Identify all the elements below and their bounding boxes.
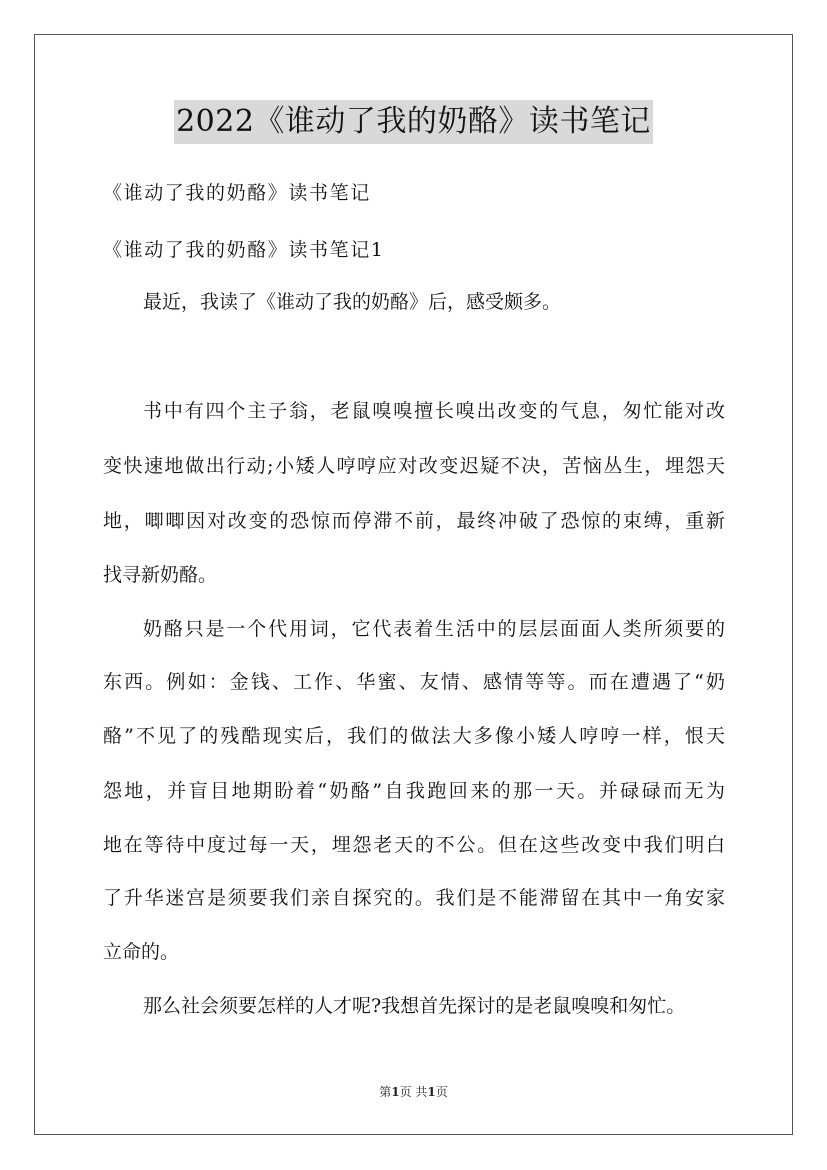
paragraph-3-line-3: 酪”不见了的残酷现实后，我们的做法大多像小矮人哼哼一样，恨天 <box>103 725 725 747</box>
footer-page-number: 1 <box>391 1085 400 1099</box>
paragraph-3-line-2: 东西。例如：金钱、工作、华蜜、友情、感情等等。而在遭遇了“奶 <box>103 671 725 693</box>
paragraph-1-line-1: 最近，我读了《谁动了我的奶酪》后，感受颇多。 <box>143 291 562 313</box>
footer-page-prefix: 第 <box>379 1085 392 1099</box>
paragraph-2-line-1: 书中有四个主子翁，老鼠嗅嗅擅长嗅出改变的气息，匆忙能对改 <box>143 400 725 422</box>
paragraph-2-line-4: 找寻新奶酪。 <box>103 564 218 586</box>
section-heading: 《谁动了我的奶酪》读书笔记1 <box>103 239 385 261</box>
document-subtitle: 《谁动了我的奶酪》读书笔记 <box>103 182 371 204</box>
paragraph-3-line-7: 立命的。 <box>103 941 180 963</box>
paragraph-3-line-6: 了升华迷宫是须要我们亲自探究的。我们是不能滞留在其中一角安家 <box>103 887 725 909</box>
paragraph-3-line-1: 奶酪只是一个代用词，它代表着生活中的层层面面人类所须要的 <box>143 618 725 640</box>
title-container <box>0 100 827 144</box>
footer-page-mid: 页 共 <box>399 1085 428 1099</box>
paragraph-2-line-3: 地，唧唧因对改变的恐惊而停滞不前，最终冲破了恐惊的束缚，重新 <box>103 510 725 532</box>
paragraph-3-line-4: 怨地，并盲目地期盼着“奶酪”自我跑回来的那一天。并碌碌而无为 <box>103 780 725 802</box>
paragraph-4-line-1: 那么社会须要怎样的人才呢?我想首先探讨的是老鼠嗅嗅和匆忙。 <box>143 995 686 1017</box>
footer-page-suffix: 页 <box>435 1085 448 1099</box>
footer-page-total: 1 <box>427 1085 436 1099</box>
page-footer <box>0 1084 827 1100</box>
paragraph-3-line-5: 地在等待中度过每一天，埋怨老天的不公。但在这些改变中我们明白 <box>103 834 725 856</box>
paragraph-2-line-2: 变快速地做出行动;小矮人哼哼应对改变迟疑不决，苦恼丛生，埋怨天 <box>103 455 725 477</box>
document-title: 2022《谁动了我的奶酪》读书笔记 <box>174 100 653 144</box>
